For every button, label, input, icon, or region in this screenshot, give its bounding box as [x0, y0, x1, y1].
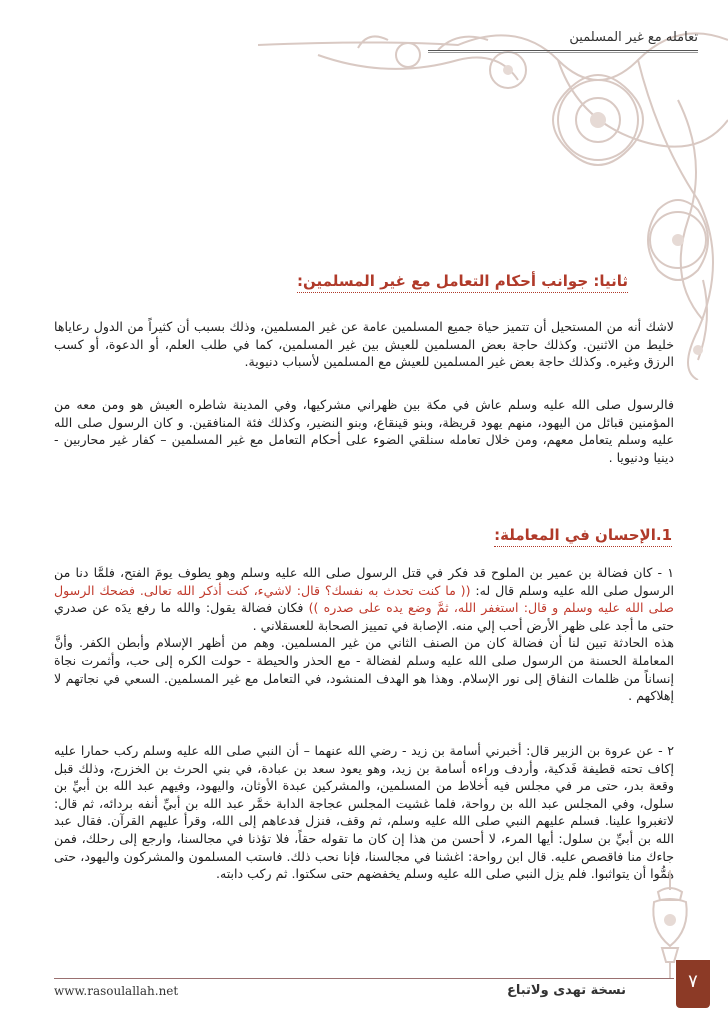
footer-rule — [54, 978, 674, 979]
page-number-tab — [676, 960, 710, 1008]
story-fadala — [54, 564, 674, 705]
paragraph-text: فالرسول صلى الله عليه وسلم عاش في مكة بين ظهراني مشركيها، وفي المدينة شاطره العيش هو ومن معه من المؤمنين قبائل من اليهود، منهم يهود قريظة، وبنو قينقاع، وبنو النضير، وكذلك فئة المنافقين. و كان الرسول صلى الله عليه وسلم يتعامل معهم، ومن خلال تعامله سنلقي الضوء على أحكام التعامل مع غير المسلمين – كفار غير محاربين - دينيا ودنيويا . — [54, 397, 674, 465]
paragraph-intro — [54, 318, 674, 371]
paragraph-prophet-dealings — [54, 396, 674, 466]
page-footer — [54, 978, 674, 998]
running-title: تعامله مع غير المسلمين — [569, 30, 698, 45]
story-urwa — [54, 742, 674, 883]
story-urwa-text: ٢ - عن عروة بن الزبير قال: أخبرني أسامة بن زيد - رضي الله عنهما – أن النبي صلى الله عليه وسلم ركب حمارا عليه إكاف تحته قطيفة فَدكية، وأردف وراءه أسامة بن زيد، وهو يعود سعد بن عبادة، في بني الحرث بن الخزرج، وذلك قبل وقعة بدر، حتى مر في مجلس فيه أخلاط من المسلمين، والمشركين عبدة الأوثان، واليهود، وفيهم عبد الله بن أبيِّ بن سلول، وفي المجلس عبد الله بن رواحة، فلما غشيت المجلس عجاجة الدابة خمَّر عبد الله بن أبيِّ أنفه بردائه، ثم قال: لاتغبروا علينا. فسلم عليهم النبي صلى الله عليه وسلم، ثم وقف، فنزل فدعاهم إلى الله، وقرأ عليهم القرآن. فقال عبد الله بن أبيِّ بن سلول: أيها المرء، لا أحسن من هذا إن كان ما تقوله حقاً، فلا تؤذنا في مجالسنا، وارجع إلى رحلك، فمن جاءك منا فاقصص عليه. قال ابن رواحة: اغشنا في مجالسنا، فإنا نحب ذلك. فاستب المسلمون والمشركون واليهود، حتى همُّوا أن يتواثبوا. فلم يزل النبي صلى الله عليه وسلم يخفضهم حتى سكتوا. ثم ركب دابته. — [54, 743, 674, 882]
story-fadala-text — [54, 564, 674, 634]
running-header — [428, 30, 698, 45]
subsection-title-text: 1.الإحسان في المعاملة: — [494, 526, 672, 544]
subsection-title — [494, 526, 672, 544]
page-number: ٧ — [688, 971, 698, 992]
footer-tagline: نسخة تهدى ولاتباع — [506, 983, 626, 998]
paragraph-text: لاشك أنه من المستحيل أن تتميز حياة جميع المسلمين عامة عن غير المسلمين، وذلك بسبب أن كثيراً من الدول رعاياها خليط من الاثنين. وكذلك حاجة بعض المسلمين للعيش بين غير المسلمين، كما في طلب العلم، أو الدعوة، أو كسب الرزق وغيره. وكذلك حاجة بعض غير المسلمين للعيش مع المسلمين لأسباب دنيوية. — [54, 319, 674, 370]
subsection-title-underline — [494, 545, 672, 547]
section-title — [297, 272, 628, 290]
story-fadala-commentary: هذه الحادثة تبين لنا أن فضالة كان من الصنف الثاني من غير المسلمين. وهم من أظهر الإسلام وأبطن الكفر. وأنَّ المعاملة الحسنة من الرسول صلى الله عليه وسلم لفضالة - مع الحذر والحيطة - حولت الكره إلى حب، وأثمرت نجاة إنساناً من ظلمات النفاق إلى نور الإسلام. وهذا هو الهدف المنشود، في التعامل مع غير المسلمين. السعي في نجاتهم لا إهلاكهم . — [54, 635, 674, 704]
story-fadala-intro: ١ - كان فضالة بن عمير بن الملوح قد فكر في قتل الرسول صلى الله عليه وسلم وهو يطوف يومَ الفتح، فلمَّا دنا من الرسول صلى الله عليه وسلم قال له: — [54, 565, 674, 598]
header-rule — [428, 50, 698, 51]
header-rule-secondary — [428, 52, 698, 53]
section-title-text: ثانيا: جوانب أحكام التعامل مع غير المسلمين: — [297, 272, 628, 290]
website-link[interactable]: www.rasoulallah.net — [54, 984, 179, 998]
story-fadala-source: فكان فضالة يقول: والله ما رفع يدَه عن صدري حتى ما أجد على ظهر الأرض أحب إلي منه. الإصابة في تمييز الصحابة للعسقلاني . — [54, 600, 674, 633]
hadith-quote: (( ما كنت تحدث به نفسك؟ قال: لاشيء، كنت أذكر الله تعالى. فضحك الرسول صلى الله عليه وسلم و قال: استغفر الله، ثمَّ وضع يده على صدره )) — [54, 582, 674, 616]
section-title-underline — [297, 291, 628, 293]
